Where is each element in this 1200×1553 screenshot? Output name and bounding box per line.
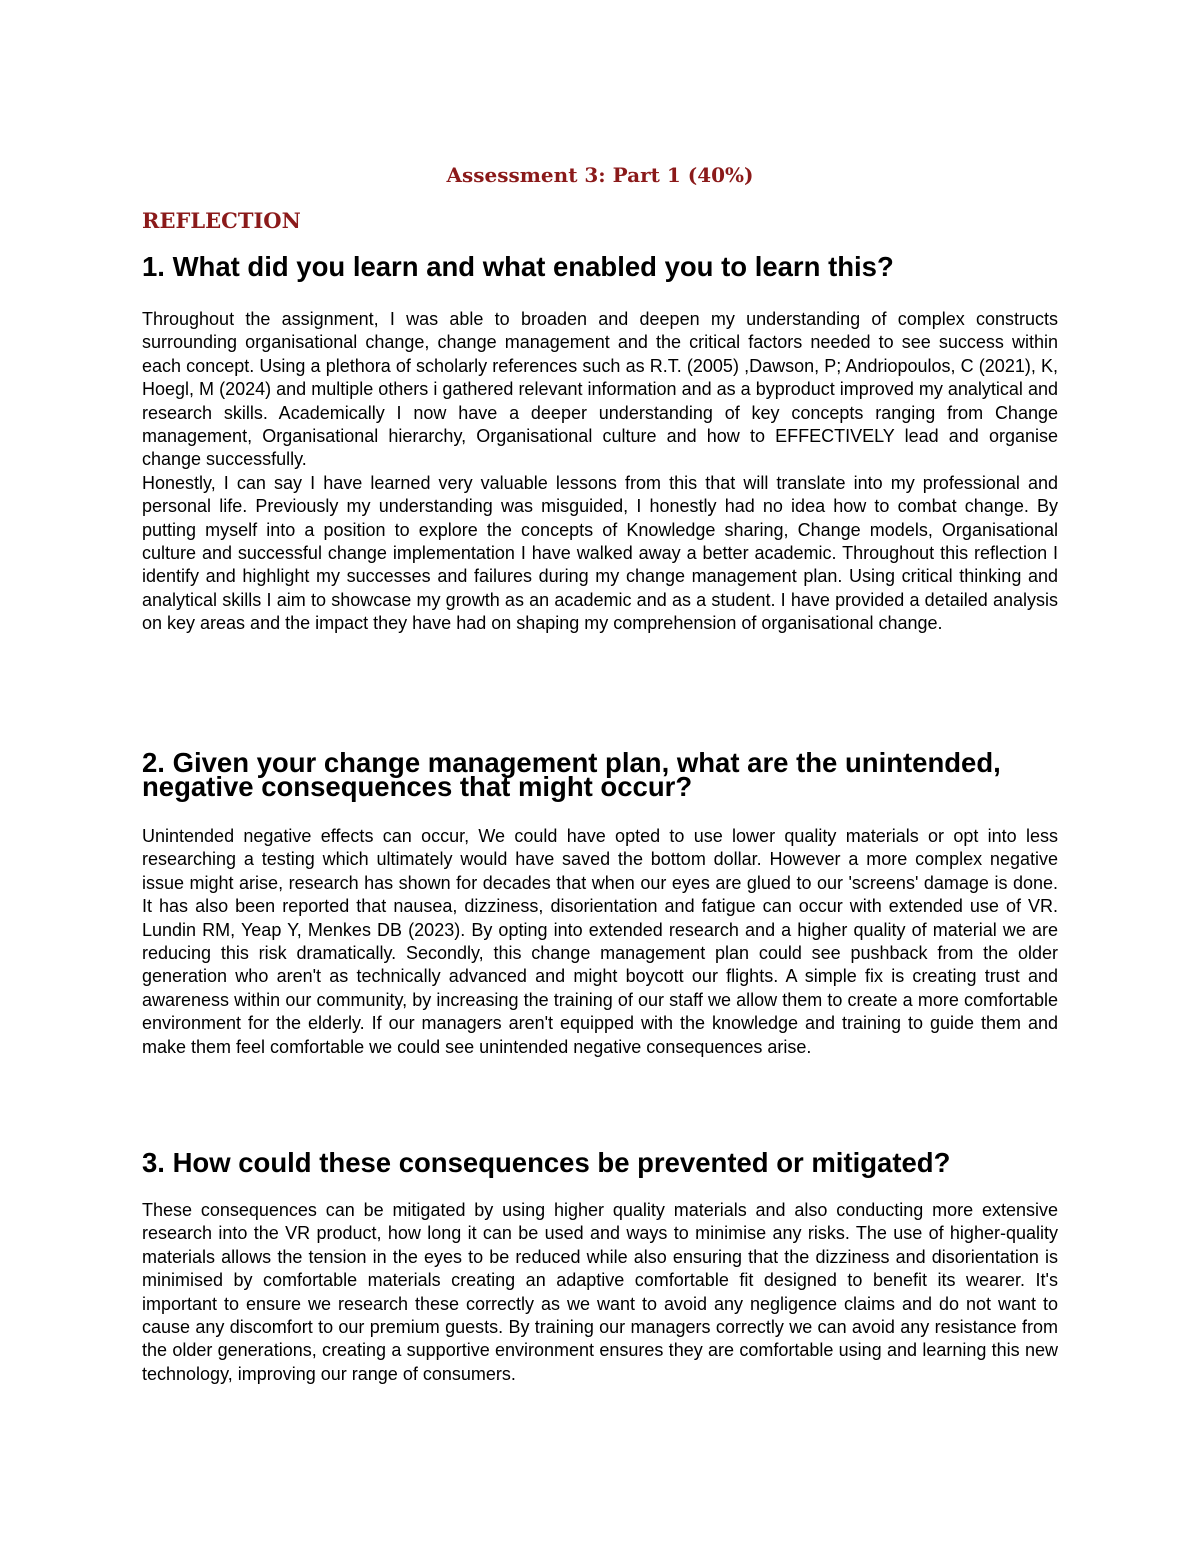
question-1-answer: [142, 308, 1058, 636]
question-3-paragraph-1: These consequences can be mitigated by using higher quality materials and also conducting more extensive research into the VR product, how long it can be used and ways to minimise any risks. The use of higher-quality materials allows the tension in the eyes to be reduced while also ensuring that the dizziness and disorientation is minimised by comfortable materials creating an adaptive comfortable fit designed to benefit its wearer. It's important to ensure we research these correctly as we want to avoid any negligence claims and do not want to cause any discomfort to our premium guests. By training our managers correctly we can avoid any resistance from the older generations, creating a supportive environment ensures they are comfortable using and learning this new technology, improving our range of consumers.: [142, 1200, 1058, 1384]
question-1-paragraph-1: Throughout the assignment, I was able to broaden and deepen my understanding of complex constructs surrounding organisational change, change management and the critical factors needed to see success within each concept. Using a plethora of scholarly references such as R.T. (2005) ,Dawson, P; Andriopoulos, C (2021), K, Hoegl, M (2024) and multiple others i gathered relevant information and as a byproduct improved my analytical and research skills. Academically I now have a deeper understanding of key concepts ranging from Change management, Organisational hierarchy, Organisational culture and how to EFFECTIVELY lead and organise change successfully.: [142, 309, 1058, 470]
document-title: Assessment 3: Part 1 (40%): [446, 163, 754, 187]
section-label-reflection: REFLECTION: [142, 208, 301, 233]
question-2-answer: [142, 825, 1058, 1059]
question-3-heading: 3. How could these consequences be prevented or mitigated?: [142, 1147, 951, 1178]
question-3-answer: [142, 1199, 1058, 1386]
question-1-heading: 1. What did you learn and what enabled you to learn this?: [142, 251, 894, 282]
question-2-paragraph-1: Unintended negative effects can occur, We could have opted to use lower quality materials or opt into less researching a testing which ultimately would have saved the bottom dollar. However a more complex negative issue might arise, research has shown for decades that when our eyes are glued to our 'screens' damage is done. It has also been reported that nausea, dizziness, disorientation and fatigue can occur with extended use of VR. Lundin RM, Yeap Y, Menkes DB (2023). By opting into extended research and a higher quality of material we are reducing this risk dramatically. Secondly, this change management plan could see pushback from the older generation who aren't as technically advanced and might boycott our flights. A simple fix is creating trust and awareness within our community, by increasing the training of our staff we allow them to create a more comfortable environment for the elderly. If our managers aren't equipped with the knowledge and training to guide them and make them feel comfortable we could see unintended negative consequences arise.: [142, 826, 1058, 1057]
question-2-heading: 2. Given your change management plan, what are the unintended, negative consequences that might occur?: [142, 747, 1001, 802]
question-1-paragraph-2: Honestly, I can say I have learned very valuable lessons from this that will translate into my professional and personal life. Previously my understanding was misguided, I honestly had no idea how to combat change. By putting myself into a position to explore the concepts of Knowledge sharing, Change models, Organisational culture and successful change implementation I have walked away a better academic. Throughout this reflection I identify and highlight my successes and failures during my change management plan. Using critical thinking and analytical skills I aim to showcase my growth as an academic and as a student. I have provided a detailed analysis on key areas and the impact they have had on shaping my comprehension of organisational change.: [142, 472, 1058, 634]
